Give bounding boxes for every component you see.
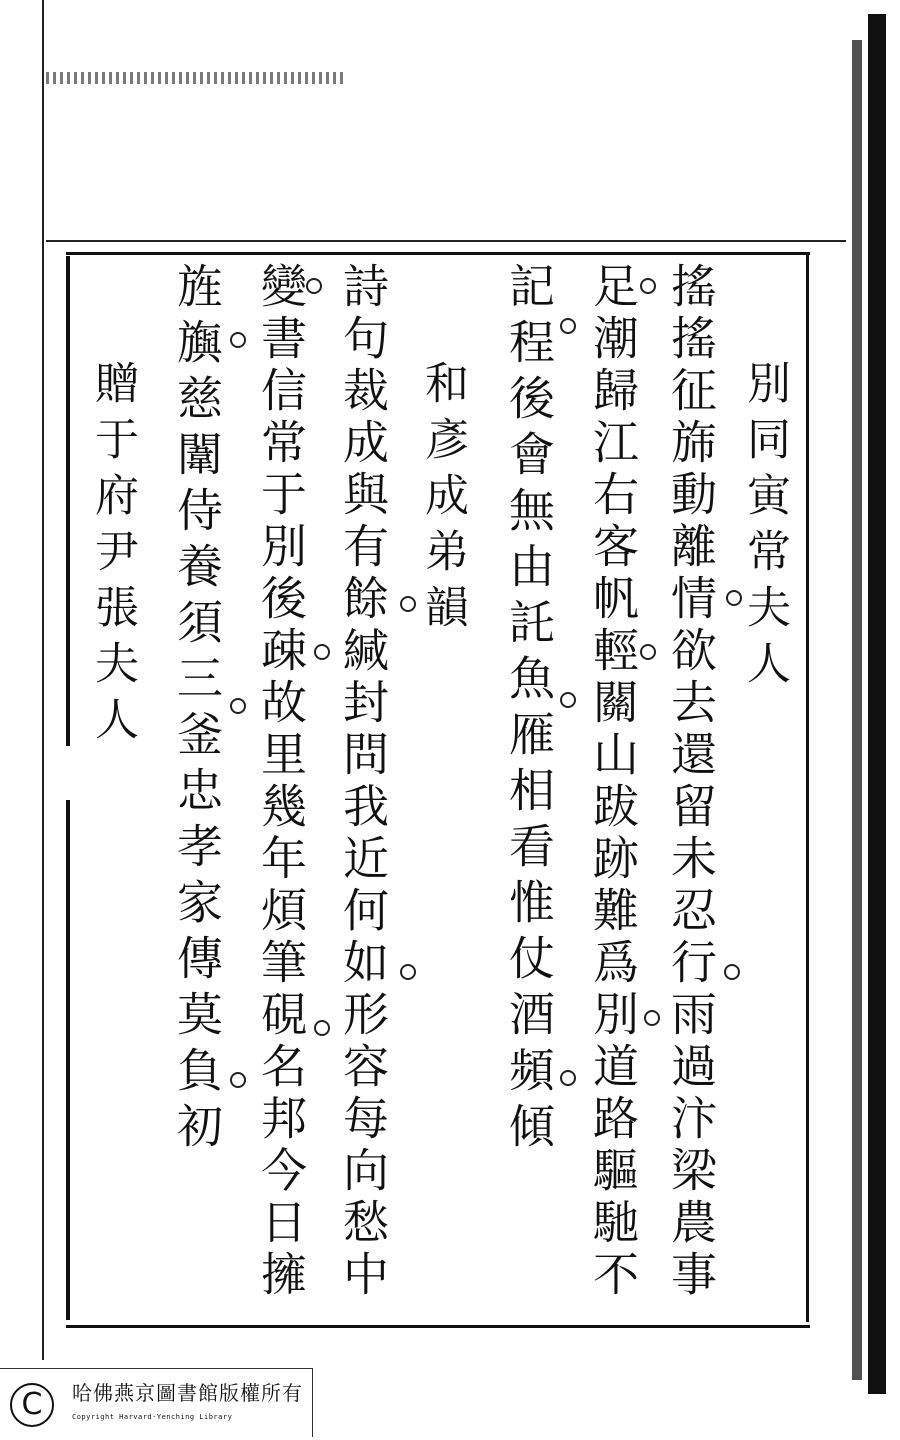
- poem-title-3: 贈于府尹張夫人: [87, 360, 138, 752]
- punctuation-mark: [400, 596, 416, 612]
- poem-line-5: 變書信常于別後疎故里幾年煩筆硯名邦今日擁: [254, 262, 308, 1302]
- frame-right: [806, 252, 809, 1322]
- punctuation-mark: [644, 1010, 660, 1026]
- punctuation-mark: [400, 964, 416, 980]
- page-speckle: [46, 72, 346, 84]
- poem-line-6: 旌旟慈闈侍養須三釜忠孝家傳莫負初: [170, 262, 224, 1158]
- punctuation-mark: [726, 590, 742, 606]
- copyright-symbol: C: [10, 1383, 54, 1427]
- punctuation-mark: [230, 332, 246, 348]
- binding-edge: [868, 14, 886, 1394]
- copyright-english: Copyright Harvard-Yenching Library: [72, 1413, 233, 1421]
- punctuation-mark: [560, 692, 576, 708]
- copyright-chinese: 哈佛燕京圖書館版權所有: [72, 1381, 303, 1405]
- punctuation-mark: [230, 698, 246, 714]
- poem-line-4: 詩句裁成與有餘緘封問我近何如形容每向愁中: [336, 262, 390, 1302]
- copyright-block: [0, 1368, 313, 1437]
- punctuation-mark: [314, 1020, 330, 1036]
- upper-rule: [46, 240, 846, 242]
- punctuation-mark: [640, 644, 656, 660]
- punctuation-mark: [560, 1070, 576, 1086]
- punctuation-mark: [724, 964, 740, 980]
- outer-left-rule: [42, 0, 44, 1360]
- frame-left-lower: [66, 800, 70, 1320]
- punctuation-mark: [306, 278, 322, 294]
- frame-left-upper: [66, 256, 70, 746]
- poem-line-3: 記程後會無由託魚雁相看惟仗酒頻傾: [502, 262, 556, 1158]
- poem-line-1: 搖搖征旆動離情欲去還留未忍行雨過汴梁農事: [664, 262, 718, 1302]
- poem-title-2: 和彥成弟韻: [417, 360, 468, 640]
- punctuation-mark: [230, 1072, 246, 1088]
- punctuation-mark: [314, 644, 330, 660]
- poem-title-1: 別同寅常夫人: [739, 360, 790, 696]
- poem-line-2: 足潮歸江右客帆輕關山跋跡難爲別道路驅馳不: [586, 262, 640, 1302]
- binding-shadow: [852, 40, 862, 1380]
- punctuation-mark: [560, 318, 576, 334]
- punctuation-mark: [640, 278, 656, 294]
